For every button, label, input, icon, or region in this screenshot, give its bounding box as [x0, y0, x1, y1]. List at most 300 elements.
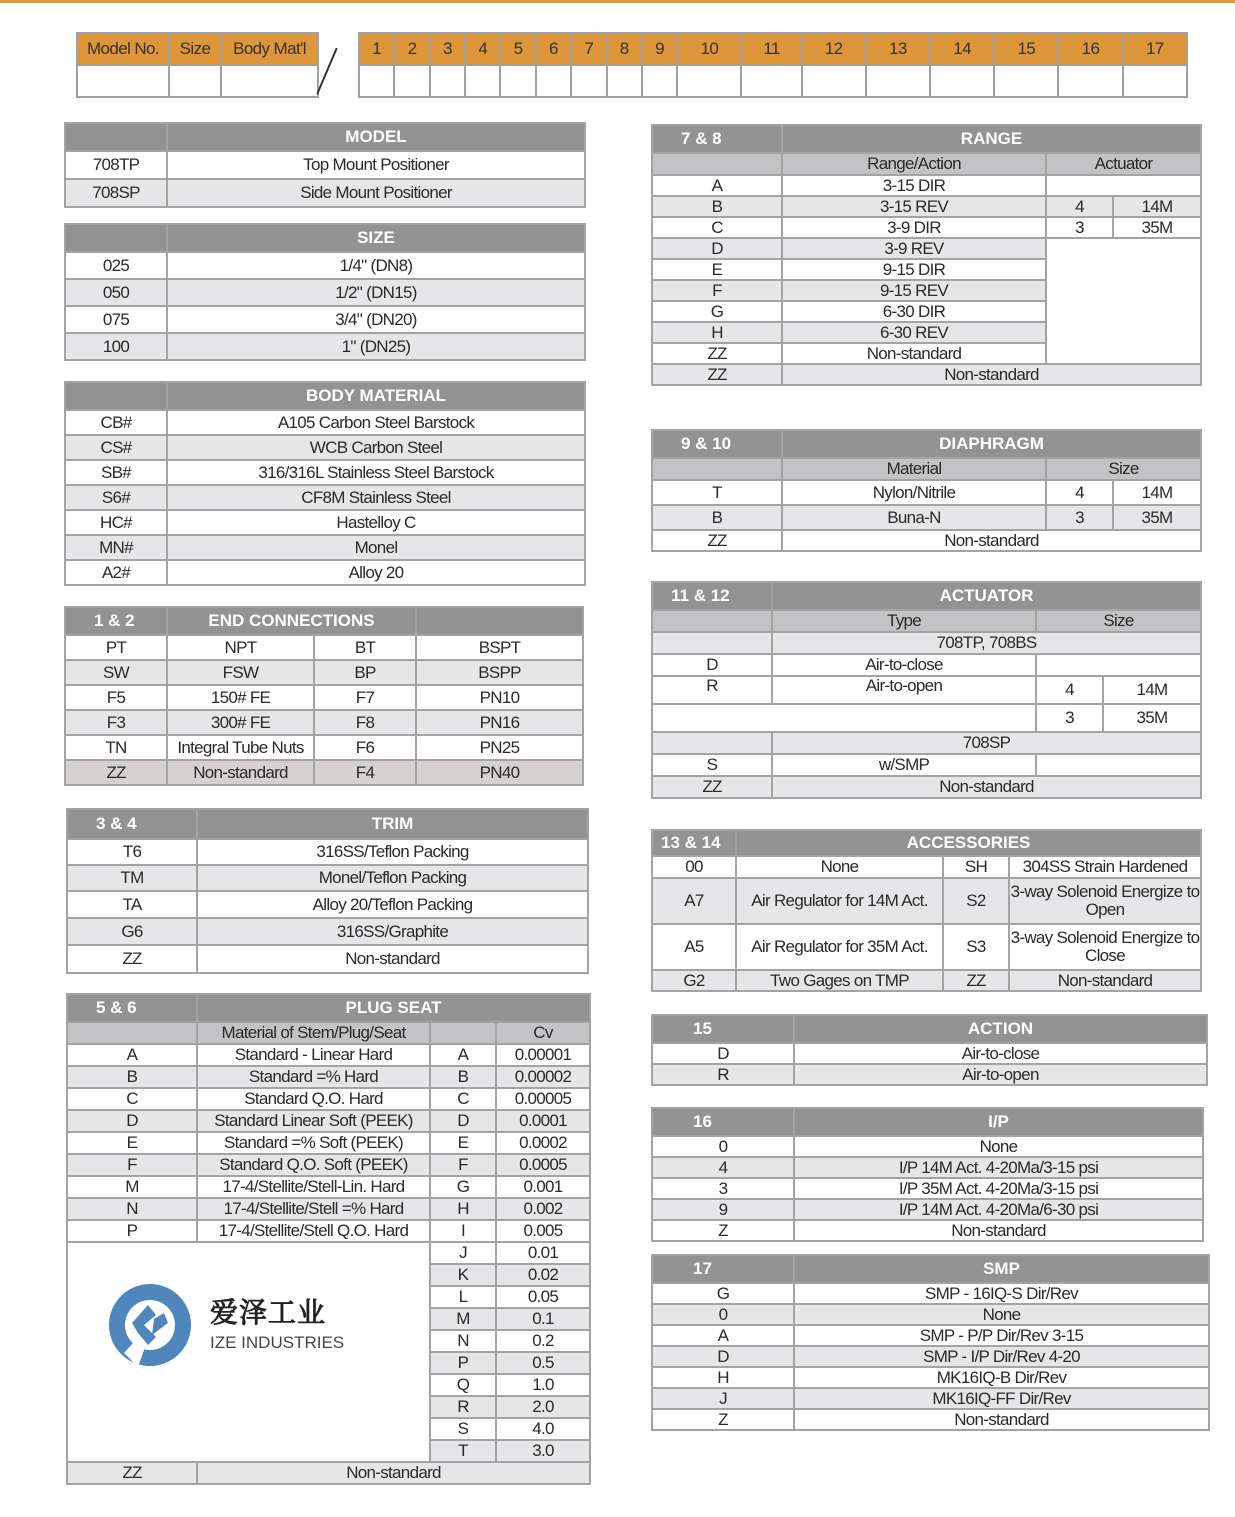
trim-desc: Monel/Teflon Packing — [197, 865, 588, 891]
actuator-desc: Air-to-open — [772, 676, 1036, 704]
smp-code: G — [652, 1283, 794, 1304]
size-desc: 1/2" (DN15) — [167, 279, 585, 306]
col-cv: Cv — [496, 1022, 590, 1044]
ip-desc: I/P 14M Act. 4-20Ma/6-30 psi — [794, 1199, 1203, 1220]
ip-desc: I/P 14M Act. 4-20Ma/3-15 psi — [794, 1157, 1203, 1178]
trim-num: 3 & 4 — [67, 809, 197, 839]
plug-code: F — [67, 1154, 197, 1176]
actuator-size-code: 3 — [1036, 704, 1103, 732]
conn-desc: Non-standard — [167, 760, 314, 785]
size-code: 075 — [65, 306, 167, 333]
smp-desc: Non-standard — [794, 1409, 1209, 1430]
plug-material: Standard - Linear Hard — [197, 1044, 430, 1066]
range-desc: Non-standard — [782, 364, 1201, 385]
accessory-code: SH — [943, 856, 1009, 878]
cv-code: D — [430, 1110, 496, 1132]
plug-material: 17-4/Stellite/Stell =% Hard — [197, 1198, 430, 1220]
actuator-code: R — [652, 676, 772, 704]
size-code: 025 — [65, 252, 167, 279]
conn-code: F8 — [314, 710, 416, 735]
body-code: CS# — [65, 435, 167, 460]
actuator-size: 14M — [1113, 196, 1201, 217]
model-code: 708SP — [65, 179, 167, 207]
position-input-1[interactable] — [359, 65, 394, 97]
conn-desc: Integral Tube Nuts — [167, 735, 314, 760]
plug-code: N — [67, 1198, 197, 1220]
ip-code: Z — [652, 1220, 794, 1241]
cv-value: 0.5 — [496, 1352, 590, 1374]
actuator-group: 708SP — [772, 732, 1201, 754]
code-builder-left — [76, 32, 319, 98]
cv-code: H — [430, 1198, 496, 1220]
conn-desc: PN10 — [416, 685, 583, 710]
smp-title: SMP — [794, 1255, 1209, 1283]
position-input-4[interactable] — [465, 65, 500, 97]
range-desc: 9-15 REV — [782, 280, 1046, 301]
plug-code: P — [67, 1220, 197, 1242]
actuator-desc: w/SMP — [772, 754, 1036, 776]
body-code: MN# — [65, 535, 167, 560]
position-header-17: 17 — [1123, 33, 1187, 65]
range-code: G — [652, 301, 782, 322]
position-header-14: 14 — [930, 33, 994, 65]
accessories-table — [651, 829, 1202, 992]
cv-value: 0.0001 — [496, 1110, 590, 1132]
trim-desc: Non-standard — [197, 945, 588, 973]
trim-code: ZZ — [67, 945, 197, 973]
diaphragm-desc: Nylon/Nitrile — [782, 480, 1046, 505]
range-code: ZZ — [652, 343, 782, 364]
position-header-4: 4 — [465, 33, 500, 65]
plug-seat-num: 5 & 6 — [67, 994, 197, 1022]
range-code: D — [652, 238, 782, 259]
cv-code: P — [430, 1352, 496, 1374]
ip-num: 16 — [652, 1108, 794, 1136]
cv-code: E — [430, 1132, 496, 1154]
accessory-code: 00 — [652, 856, 736, 878]
end-connections-title: END CONNECTIONS — [167, 607, 416, 635]
actuator-table — [651, 581, 1202, 799]
diaphragm-title: DIAPHRAGM — [782, 430, 1201, 458]
col-actuator: Actuator — [1046, 153, 1201, 175]
range-desc: 6-30 DIR — [782, 301, 1046, 322]
conn-desc: FSW — [167, 660, 314, 685]
position-input-13[interactable] — [866, 65, 930, 97]
position-input-12[interactable] — [802, 65, 866, 97]
col-range-action: Range/Action — [782, 153, 1046, 175]
input-size[interactable] — [169, 65, 221, 97]
position-input-15[interactable] — [994, 65, 1058, 97]
cv-value: 0.005 — [496, 1220, 590, 1242]
header-size: Size — [169, 33, 221, 65]
position-input-17[interactable] — [1123, 65, 1187, 97]
conn-desc: PN25 — [416, 735, 583, 760]
range-desc: 3-9 DIR — [782, 217, 1046, 238]
cv-value: 0.00002 — [496, 1066, 590, 1088]
col-size: Size — [1036, 610, 1201, 632]
cv-code: G — [430, 1176, 496, 1198]
accessory-desc: 3-way Solenoid Energize to Close — [1009, 924, 1201, 970]
conn-desc: PN16 — [416, 710, 583, 735]
plug-code: A — [67, 1044, 197, 1066]
conn-desc: 300# FE — [167, 710, 314, 735]
position-input-3[interactable] — [430, 65, 465, 97]
ize-logo-icon — [108, 1283, 192, 1367]
range-desc: Non-standard — [782, 343, 1046, 364]
accessory-desc: 3-way Solenoid Energize to Open — [1009, 878, 1201, 924]
ip-desc: None — [794, 1136, 1203, 1157]
cv-value: 0.02 — [496, 1264, 590, 1286]
plug-material: Standard =% Soft (PEEK) — [197, 1132, 430, 1154]
cv-code: R — [430, 1396, 496, 1418]
cv-code: N — [430, 1330, 496, 1352]
smp-desc: MK16IQ-FF Dir/Rev — [794, 1388, 1209, 1409]
body-code: HC# — [65, 510, 167, 535]
actuator-desc: Air-to-close — [772, 654, 1036, 676]
range-desc: 9-15 DIR — [782, 259, 1046, 280]
position-header-8: 8 — [607, 33, 642, 65]
body-material-table — [64, 381, 586, 586]
range-code: C — [652, 217, 782, 238]
plug-code: ZZ — [67, 1462, 197, 1484]
accessory-desc: Non-standard — [1009, 970, 1201, 991]
actuator-size: 14M — [1103, 676, 1201, 704]
body-code: CB# — [65, 410, 167, 435]
accessory-code: ZZ — [943, 970, 1009, 991]
cv-value: 0.0002 — [496, 1132, 590, 1154]
trim-desc: 316SS/Teflon Packing — [197, 839, 588, 865]
end-connections-num: 1 & 2 — [65, 607, 167, 635]
cv-code: F — [430, 1154, 496, 1176]
model-desc: Top Mount Positioner — [167, 151, 585, 179]
model-table — [64, 122, 586, 208]
cv-code: S — [430, 1418, 496, 1440]
conn-code: SW — [65, 660, 167, 685]
conn-code: ZZ — [65, 760, 167, 785]
cv-value: 0.00005 — [496, 1088, 590, 1110]
body-code: A2# — [65, 560, 167, 585]
plug-material: Standard Q.O. Hard — [197, 1088, 430, 1110]
diaphragm-size-code: 3 — [1046, 505, 1113, 530]
size-code: 050 — [65, 279, 167, 306]
cv-value: 0.2 — [496, 1330, 590, 1352]
body-desc: Alloy 20 — [167, 560, 585, 585]
position-header-9: 9 — [642, 33, 677, 65]
size-desc: 3/4" (DN20) — [167, 306, 585, 333]
position-header-16: 16 — [1058, 33, 1122, 65]
cv-value: 2.0 — [496, 1396, 590, 1418]
position-input-16[interactable] — [1058, 65, 1122, 97]
smp-num: 17 — [652, 1255, 794, 1283]
accessory-desc: 304SS Strain Hardened — [1009, 856, 1201, 878]
conn-desc: NPT — [167, 635, 314, 660]
range-desc: 3-15 REV — [782, 196, 1046, 217]
smp-code: 0 — [652, 1304, 794, 1325]
conn-desc: PN40 — [416, 760, 583, 785]
input-model-no[interactable] — [77, 65, 169, 97]
accessory-code: A5 — [652, 924, 736, 970]
accessory-code: G2 — [652, 970, 736, 991]
body-desc: A105 Carbon Steel Barstock — [167, 410, 585, 435]
diaphragm-code: B — [652, 505, 782, 530]
plug-code: E — [67, 1132, 197, 1154]
ip-desc: Non-standard — [794, 1220, 1203, 1241]
actuator-size-code: 4 — [1036, 676, 1103, 704]
code-builder-right — [358, 32, 1188, 98]
ip-code: 4 — [652, 1157, 794, 1178]
body-desc: 316/316L Stainless Steel Barstock — [167, 460, 585, 485]
position-input-10[interactable] — [677, 65, 741, 97]
model-desc: Side Mount Positioner — [167, 179, 585, 207]
accessories-title: ACCESSORIES — [736, 830, 1201, 856]
smp-desc: MK16IQ-B Dir/Rev — [794, 1367, 1209, 1388]
smp-code: D — [652, 1346, 794, 1367]
position-header-10: 10 — [677, 33, 741, 65]
ip-table — [651, 1107, 1204, 1242]
logo-area — [67, 1242, 430, 1462]
input-body-material[interactable] — [221, 65, 318, 97]
cv-value: 1.0 — [496, 1374, 590, 1396]
accessory-code: S2 — [943, 878, 1009, 924]
position-header-5: 5 — [500, 33, 535, 65]
diaphragm-code: T — [652, 480, 782, 505]
conn-code: TN — [65, 735, 167, 760]
diaphragm-size: 35M — [1113, 505, 1201, 530]
smp-desc: SMP - 16IQ-S Dir/Rev — [794, 1283, 1209, 1304]
actuator-code: ZZ — [652, 776, 772, 798]
cv-code: B — [430, 1066, 496, 1088]
body-code: S6# — [65, 485, 167, 510]
cv-value: 4.0 — [496, 1418, 590, 1440]
range-code: B — [652, 196, 782, 217]
range-desc: 3-9 REV — [782, 238, 1046, 259]
diaphragm-desc: Buna-N — [782, 505, 1046, 530]
logo-name-en: IZE INDUSTRIES — [210, 1332, 345, 1352]
cv-value: 0.00001 — [496, 1044, 590, 1066]
range-desc: 6-30 REV — [782, 322, 1046, 343]
conn-code: PT — [65, 635, 167, 660]
plug-seat-table — [66, 993, 591, 1485]
trim-table — [66, 808, 589, 974]
conn-desc: BSPT — [416, 635, 583, 660]
position-input-14[interactable] — [930, 65, 994, 97]
header-body-material: Body Mat'l — [221, 33, 318, 65]
accessories-num: 13 & 14 — [652, 830, 736, 856]
diaphragm-desc: Non-standard — [782, 530, 1201, 551]
position-header-13: 13 — [866, 33, 930, 65]
body-code: SB# — [65, 460, 167, 485]
trim-code: TM — [67, 865, 197, 891]
model-title: MODEL — [167, 123, 585, 151]
position-header-12: 12 — [802, 33, 866, 65]
diaphragm-size: 14M — [1113, 480, 1201, 505]
trim-desc: 316SS/Graphite — [197, 918, 588, 945]
conn-code: F6 — [314, 735, 416, 760]
plug-code: B — [67, 1066, 197, 1088]
action-table — [651, 1014, 1208, 1086]
size-desc: 1/4" (DN8) — [167, 252, 585, 279]
ip-code: 0 — [652, 1136, 794, 1157]
smp-code: A — [652, 1325, 794, 1346]
actuator-desc: Non-standard — [772, 776, 1201, 798]
smp-table — [651, 1254, 1210, 1431]
body-desc: Monel — [167, 535, 585, 560]
diaphragm-num: 9 & 10 — [652, 430, 782, 458]
position-header-6: 6 — [536, 33, 571, 65]
ip-code: 3 — [652, 1178, 794, 1199]
model-code: 708TP — [65, 151, 167, 179]
smp-code: J — [652, 1388, 794, 1409]
size-title: SIZE — [167, 224, 585, 252]
cv-value: 0.001 — [496, 1176, 590, 1198]
actuator-size: 35M — [1113, 217, 1201, 238]
body-material-title: BODY MATERIAL — [167, 382, 585, 410]
position-header-1: 1 — [359, 33, 394, 65]
trim-title: TRIM — [197, 809, 588, 839]
col-size: Size — [1046, 458, 1201, 480]
top-accent-bar — [0, 0, 1235, 3]
cv-value: 0.002 — [496, 1198, 590, 1220]
conn-desc: 150# FE — [167, 685, 314, 710]
conn-code: F7 — [314, 685, 416, 710]
position-input-6[interactable] — [536, 65, 571, 97]
trim-code: G6 — [67, 918, 197, 945]
cv-code: M — [430, 1308, 496, 1330]
plug-material: Standard =% Hard — [197, 1066, 430, 1088]
action-title: ACTION — [794, 1015, 1207, 1043]
smp-code: H — [652, 1367, 794, 1388]
range-title: RANGE — [782, 125, 1201, 153]
body-desc: Hastelloy C — [167, 510, 585, 535]
separator-slash — [316, 48, 337, 95]
smp-desc: SMP - I/P Dir/Rev 4-20 — [794, 1346, 1209, 1367]
size-table — [64, 223, 586, 361]
action-desc: Air-to-close — [794, 1043, 1207, 1064]
body-desc: WCB Carbon Steel — [167, 435, 585, 460]
smp-desc: SMP - P/P Dir/Rev 3-15 — [794, 1325, 1209, 1346]
range-code: E — [652, 259, 782, 280]
cv-value: 0.05 — [496, 1286, 590, 1308]
cv-code: J — [430, 1242, 496, 1264]
accessory-desc: None — [736, 856, 943, 878]
size-desc: 1" (DN25) — [167, 333, 585, 360]
cv-code: K — [430, 1264, 496, 1286]
cv-code: T — [430, 1440, 496, 1462]
cv-code: C — [430, 1088, 496, 1110]
conn-code: F3 — [65, 710, 167, 735]
accessory-code: S3 — [943, 924, 1009, 970]
position-input-8[interactable] — [607, 65, 642, 97]
plug-material: 17-4/Stellite/Stell Q.O. Hard — [197, 1220, 430, 1242]
plug-seat-title: PLUG SEAT — [197, 994, 590, 1022]
range-table — [651, 124, 1202, 386]
cv-value: 0.0005 — [496, 1154, 590, 1176]
position-input-7[interactable] — [571, 65, 606, 97]
plug-code: C — [67, 1088, 197, 1110]
cv-code: A — [430, 1044, 496, 1066]
accessory-desc: Air Regulator for 14M Act. — [736, 878, 943, 924]
position-input-2[interactable] — [394, 65, 429, 97]
plug-material: Non-standard — [197, 1462, 590, 1484]
diaphragm-code: ZZ — [652, 530, 782, 551]
col-material: Material — [782, 458, 1046, 480]
ip-desc: I/P 35M Act. 4-20Ma/3-15 psi — [794, 1178, 1203, 1199]
diaphragm-table — [651, 429, 1202, 552]
actuator-code: S — [652, 754, 772, 776]
position-header-15: 15 — [994, 33, 1058, 65]
action-code: R — [652, 1064, 794, 1085]
plug-material: 17-4/Stellite/Stell-Lin. Hard — [197, 1176, 430, 1198]
cv-value: 0.01 — [496, 1242, 590, 1264]
plug-material: Standard Q.O. Soft (PEEK) — [197, 1154, 430, 1176]
actuator-size: 35M — [1103, 704, 1201, 732]
actuator-code: D — [652, 654, 772, 676]
smp-desc: None — [794, 1304, 1209, 1325]
body-desc: CF8M Stainless Steel — [167, 485, 585, 510]
conn-code: F4 — [314, 760, 416, 785]
cv-code: Q — [430, 1374, 496, 1396]
accessory-desc: Two Gages on TMP — [736, 970, 943, 991]
cv-code: L — [430, 1286, 496, 1308]
header-model-no: Model No. — [77, 33, 169, 65]
range-code: F — [652, 280, 782, 301]
logo-name-cn: 爱泽工业 — [210, 1296, 327, 1330]
cv-value: 3.0 — [496, 1440, 590, 1462]
ip-code: 9 — [652, 1199, 794, 1220]
company-logo — [108, 1283, 344, 1367]
position-input-11[interactable] — [741, 65, 801, 97]
range-num: 7 & 8 — [652, 125, 782, 153]
smp-code: Z — [652, 1409, 794, 1430]
col-material: Material of Stem/Plug/Seat — [197, 1022, 430, 1044]
conn-code: BP — [314, 660, 416, 685]
range-code: A — [652, 175, 782, 196]
position-header-3: 3 — [430, 33, 465, 65]
actuator-title: ACTUATOR — [772, 582, 1201, 610]
cv-value: 0.1 — [496, 1308, 590, 1330]
trim-code: T6 — [67, 839, 197, 865]
position-header-7: 7 — [571, 33, 606, 65]
accessory-code: A7 — [652, 878, 736, 924]
position-header-2: 2 — [394, 33, 429, 65]
plug-material: Standard Linear Soft (PEEK) — [197, 1110, 430, 1132]
actuator-num: 11 & 12 — [652, 582, 772, 610]
position-header-11: 11 — [741, 33, 801, 65]
trim-desc: Alloy 20/Teflon Packing — [197, 891, 588, 918]
plug-code: M — [67, 1176, 197, 1198]
end-connections-table — [64, 606, 584, 786]
col-type: Type — [772, 610, 1036, 632]
range-code: H — [652, 322, 782, 343]
actuator-group: 708TP, 708BS — [772, 632, 1201, 654]
actuator-code: 3 — [1046, 217, 1113, 238]
accessory-desc: Air Regulator for 35M Act. — [736, 924, 943, 970]
action-desc: Air-to-open — [794, 1064, 1207, 1085]
position-input-5[interactable] — [500, 65, 535, 97]
diaphragm-size-code: 4 — [1046, 480, 1113, 505]
cv-code: I — [430, 1220, 496, 1242]
actuator-code: 4 — [1046, 196, 1113, 217]
action-num: 15 — [652, 1015, 794, 1043]
position-input-9[interactable] — [642, 65, 677, 97]
conn-desc: BSPP — [416, 660, 583, 685]
trim-code: TA — [67, 891, 197, 918]
ip-title: I/P — [794, 1108, 1203, 1136]
conn-code: BT — [314, 635, 416, 660]
plug-code: D — [67, 1110, 197, 1132]
action-code: D — [652, 1043, 794, 1064]
size-code: 100 — [65, 333, 167, 360]
